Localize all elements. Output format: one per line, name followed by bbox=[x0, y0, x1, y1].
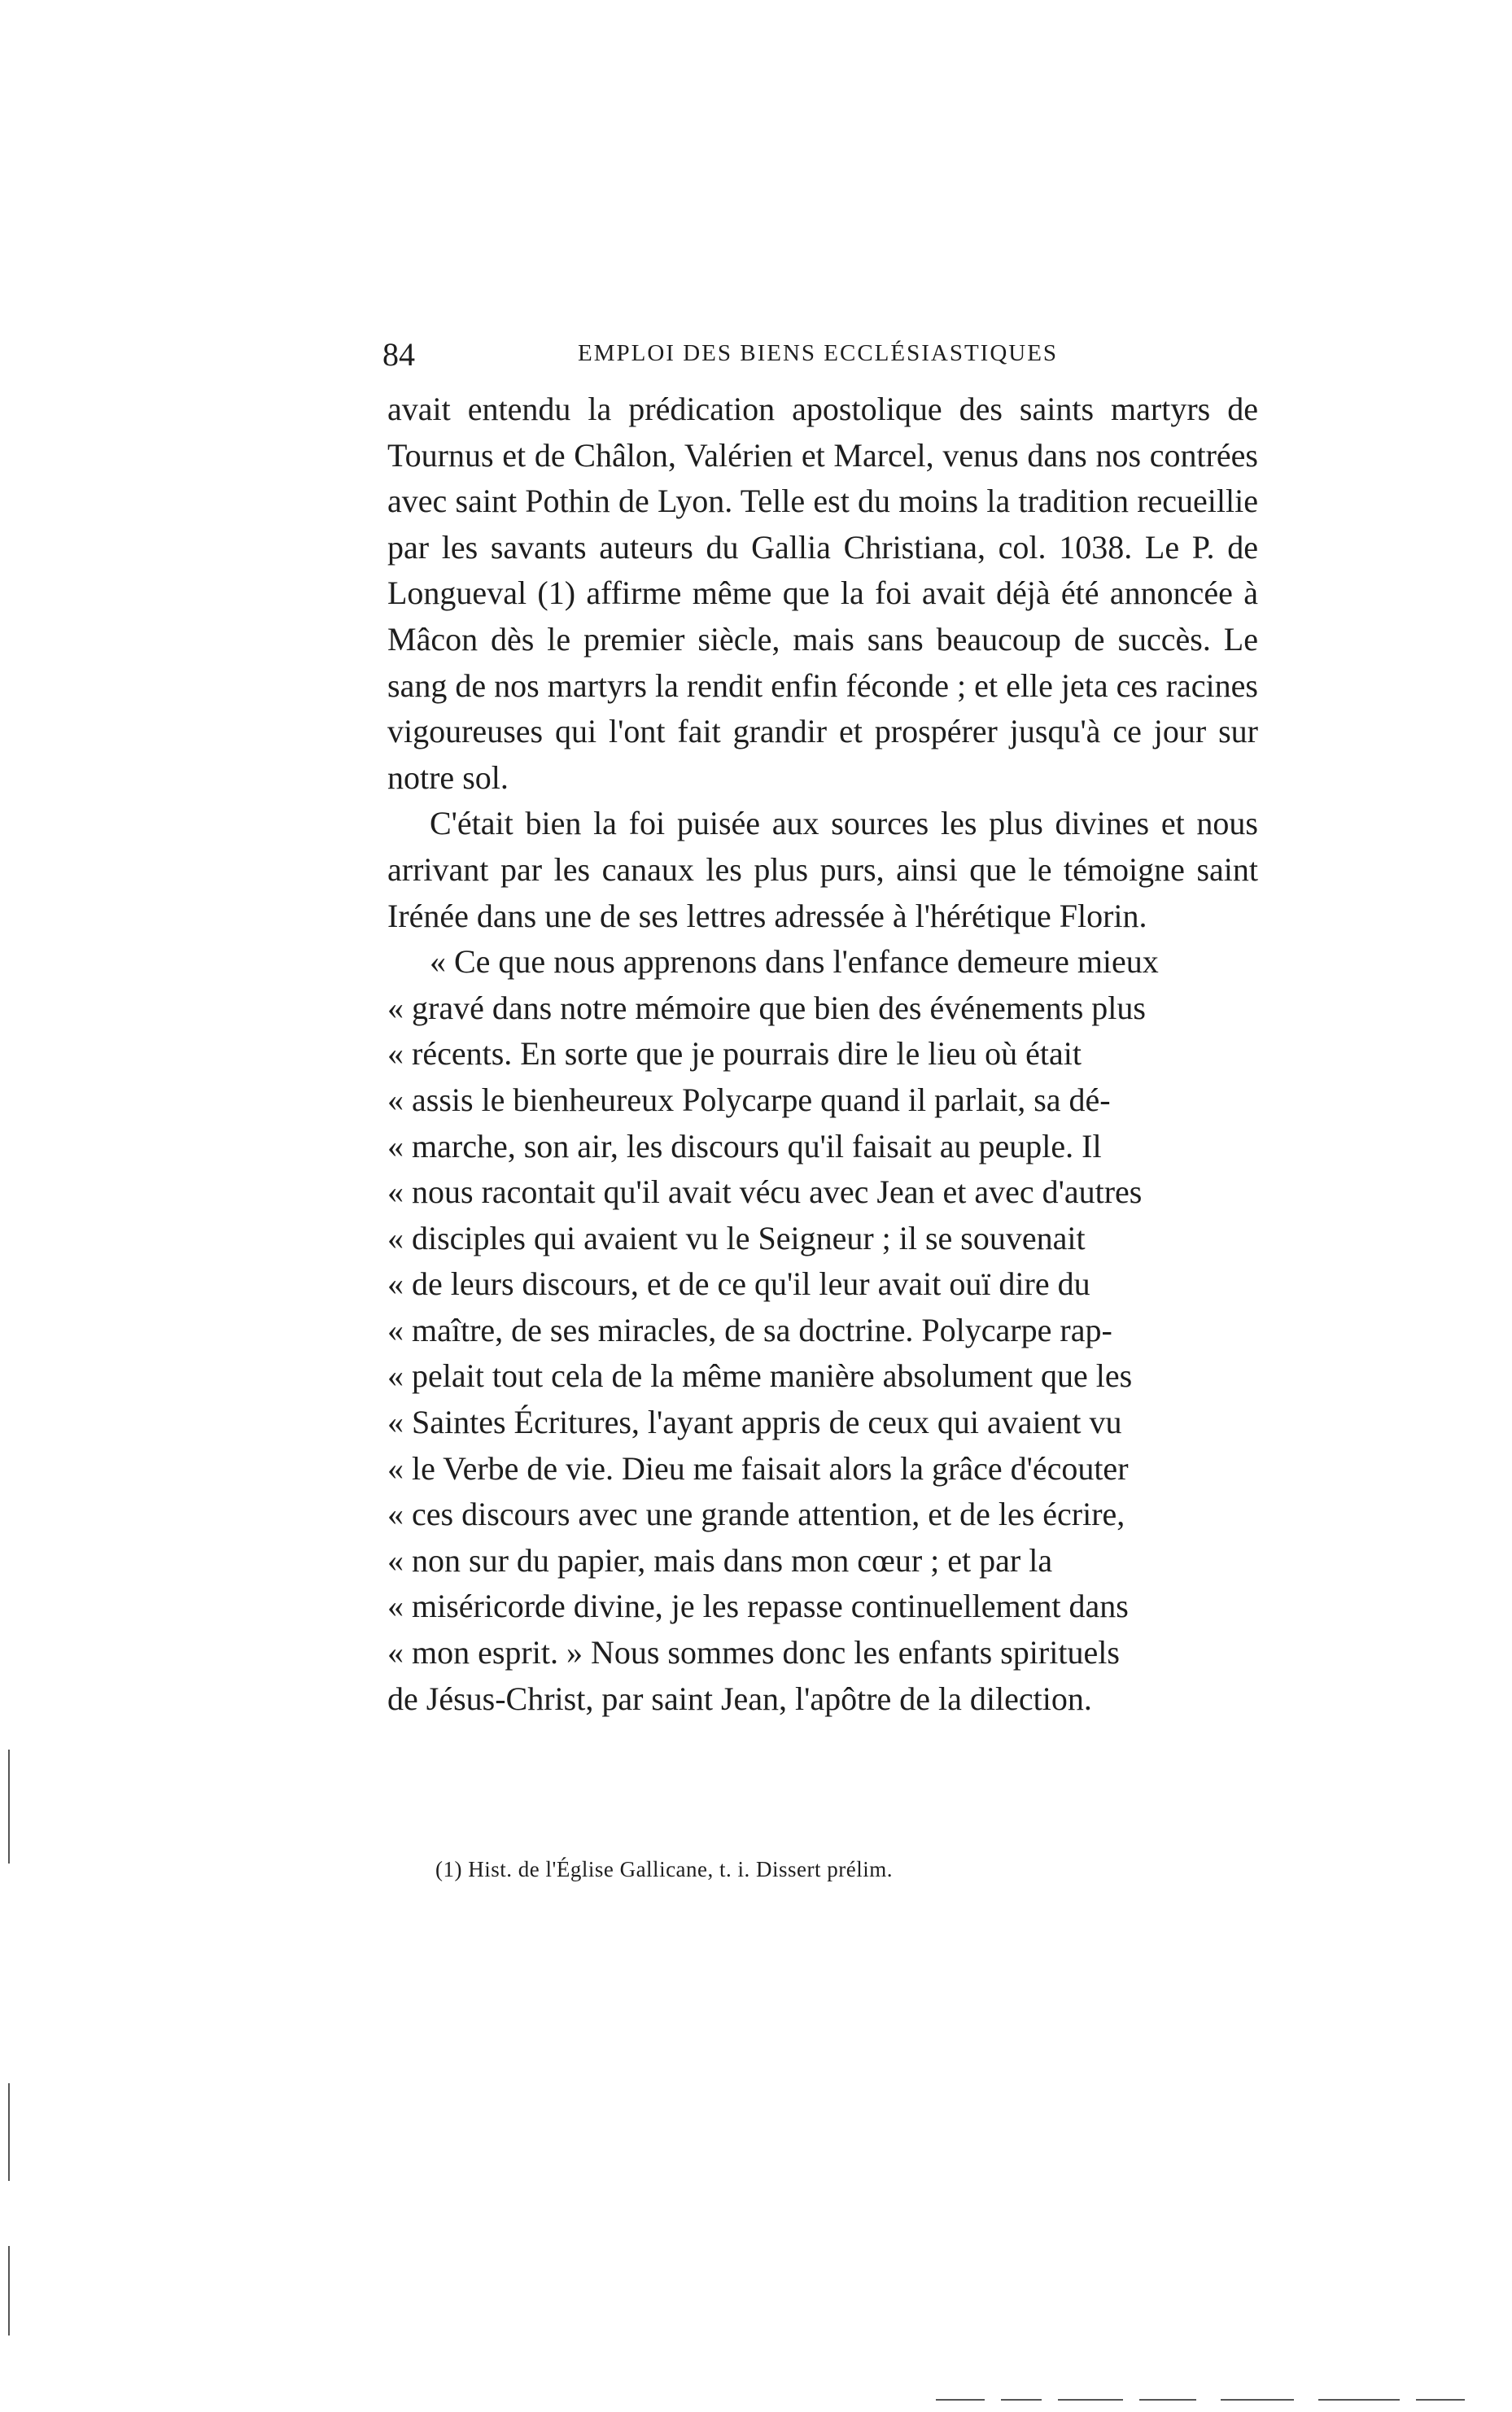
scan-edge-mark bbox=[1139, 2399, 1196, 2401]
quote-line: de Jésus-Christ, par saint Jean, l'apôtre de la dilection. bbox=[387, 1680, 1092, 1717]
quote-line: « de leurs discours, et de ce qu'il leur avait ouï dire du bbox=[387, 1265, 1090, 1303]
quote-line: « Ce que nous apprenons dans l'enfance demeure mieux bbox=[430, 943, 1159, 981]
quote-line: « disciples qui avaient vu le Seigneur ; il se souvenait bbox=[387, 1219, 1086, 1256]
main-text bbox=[387, 387, 1258, 1722]
page-number: 84 bbox=[382, 336, 415, 373]
scan-edge-mark bbox=[936, 2399, 985, 2401]
quote-line: « récents. En sorte que je pourrais dire le lieu où était bbox=[387, 1035, 1082, 1073]
quote-line: « miséricorde divine, je les repasse continuellement dans bbox=[387, 1588, 1129, 1625]
running-title: EMPLOI DES BIENS ECCLÉSIASTIQUES bbox=[578, 340, 1059, 366]
scan-edge-mark bbox=[8, 2083, 10, 2181]
quote-line: « pelait tout cela de la même manière absolument que les bbox=[387, 1357, 1133, 1395]
quote-line: « gravé dans notre mémoire que bien des événements plus bbox=[387, 989, 1146, 1026]
scan-edge-mark bbox=[1058, 2399, 1123, 2401]
scan-edge-mark bbox=[1221, 2399, 1294, 2401]
footnote: (1) Hist. de l'Église Gallicane, t. i. Dissert prélim. bbox=[435, 1857, 893, 1881]
page-header bbox=[382, 335, 1269, 384]
quote-line: « assis le bienheureux Polycarpe quand il parlait, sa dé- bbox=[387, 1081, 1111, 1118]
quote-line: « le Verbe de vie. Dieu me faisait alors la grâce d'écouter bbox=[387, 1449, 1129, 1487]
scan-edge-mark bbox=[8, 2246, 10, 2336]
quote-line: « mon esprit. » Nous sommes donc les enfants spirituels bbox=[387, 1634, 1120, 1671]
quote-line: « maître, de ses miracles, de sa doctrine. Polycarpe rap- bbox=[387, 1311, 1112, 1348]
quote-line: « nous racontait qu'il avait vécu avec Jean et avec d'autres bbox=[387, 1173, 1143, 1211]
scan-edge-mark bbox=[8, 1750, 10, 1864]
irenaeus-quote bbox=[387, 939, 1258, 1722]
paragraph-1: avait entendu la prédication apostolique des saints martyrs de Tournus et de Châlon, Valérien et Marcel, venus dans nos contrées avec saint Pothin de Lyon. Telle est du moins la tradition recueillie par les savants auteurs du Gallia Christiana, col. 1038. Le P. de Longueval (1) affirme même que la foi avait déjà été annoncée à Mâcon dès le premier siècle, mais sans beaucoup de succès. Le sang de nos martyrs la rendit enfin féconde ; et elle jeta ces racines vigoureuses qui l'ont fait grandir et prospérer jusqu'à ce jour sur notre sol. bbox=[387, 391, 1258, 796]
quote-line: « ces discours avec une grande attention, et de les écrire, bbox=[387, 1496, 1125, 1533]
paragraph-2: C'était bien la foi puisée aux sources les plus divines et nous arrivant par les canaux les plus purs, ainsi que le témoigne saint Irénée dans une de ses lettres adressée à l'hérétique Florin. bbox=[387, 805, 1258, 934]
scan-edge-mark bbox=[1001, 2399, 1042, 2401]
scan-edge-mark bbox=[1318, 2399, 1400, 2401]
quote-line: « non sur du papier, mais dans mon cœur ; et par la bbox=[387, 1541, 1053, 1579]
scan-edge-mark bbox=[1416, 2399, 1465, 2401]
quote-line: « Saintes Écritures, l'ayant appris de ceux qui avaient vu bbox=[387, 1404, 1122, 1441]
quote-line: « marche, son air, les discours qu'il faisait au peuple. Il bbox=[387, 1127, 1102, 1164]
